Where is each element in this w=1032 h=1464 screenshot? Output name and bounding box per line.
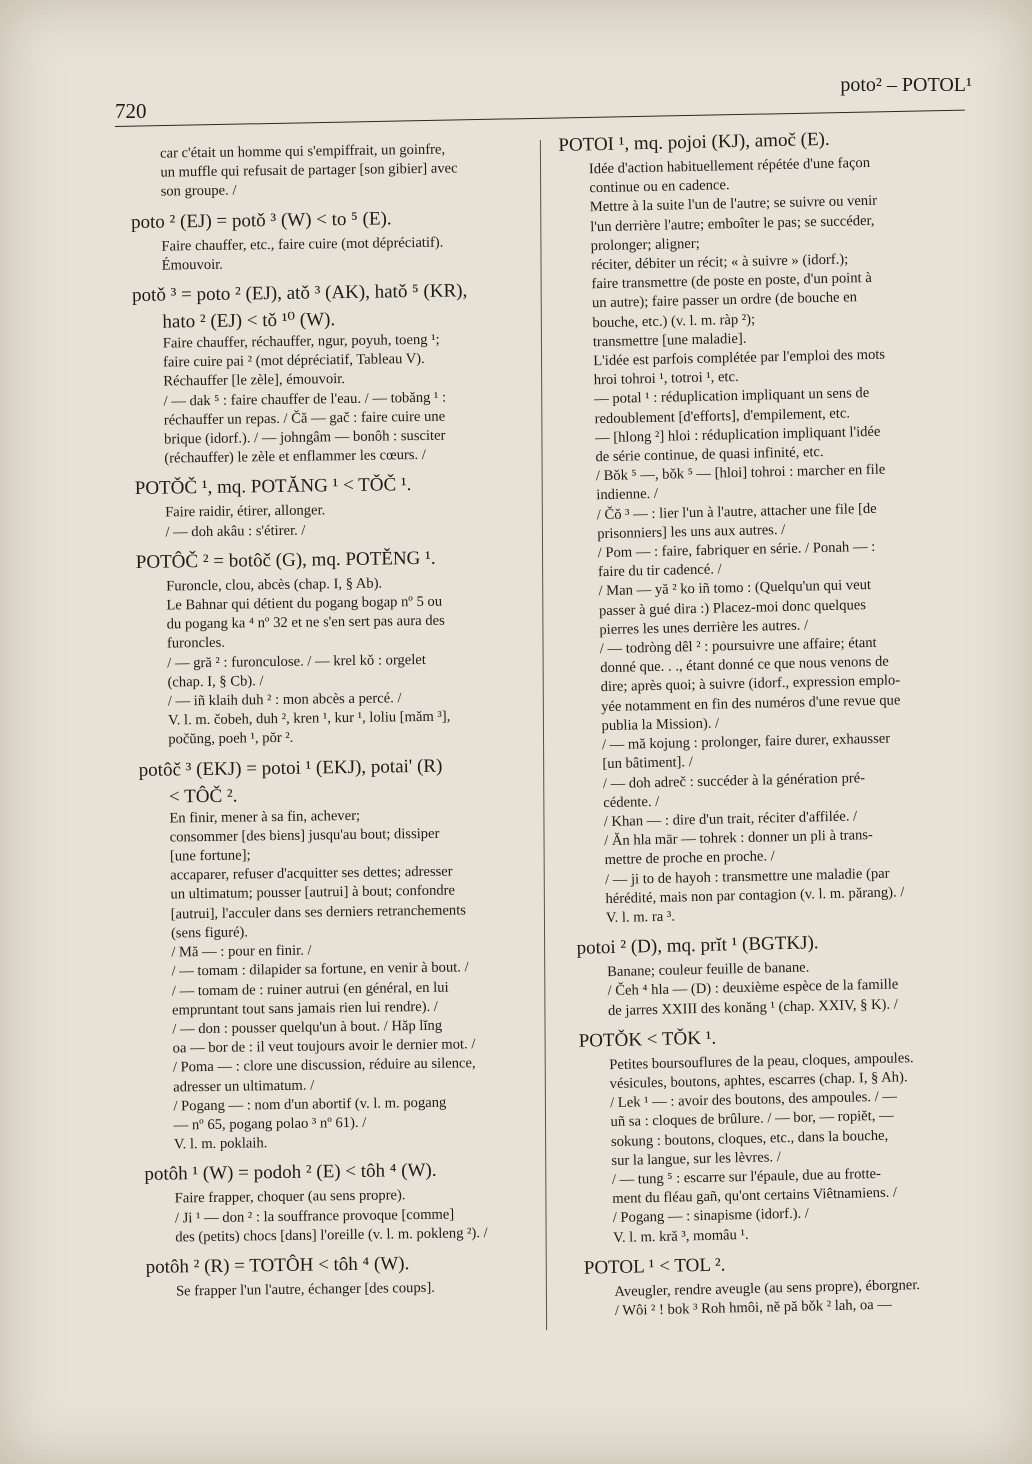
entry-line: ment du fléau gañ, qu'ont certains Viêtnamiens. / bbox=[612, 1184, 898, 1208]
entry-line: En finir, mener à sa fin, achever; bbox=[169, 807, 361, 827]
entry-line: / Mă — : pour en finir. / bbox=[171, 942, 312, 961]
dictionary-entry bbox=[576, 928, 990, 1022]
entry-body bbox=[145, 1185, 556, 1248]
entry-line: Se frapper l'un l'autre, échanger [des coups]. bbox=[175, 1279, 436, 1300]
entry-line: indienne. / bbox=[596, 486, 659, 504]
entry-line: brique (idorf.). / — johngâm — bonôh : susciter bbox=[164, 427, 446, 448]
entry-line: passer à gué dira :) Placez-moi donc quelques bbox=[598, 596, 867, 619]
entry-line: yée notamment en fin des numéros d'une revue que bbox=[600, 692, 901, 715]
entry-line: Faire frapper, choquer (au sens propre). bbox=[174, 1187, 406, 1207]
entry-line: / — todròng dêl ² : poursuivre une affaire; étant bbox=[599, 634, 877, 658]
entry-headword-continued: hato ² (EJ) < tǒ ¹⁰ (W). bbox=[162, 309, 336, 333]
entry-line: Émouvoir. bbox=[161, 256, 224, 274]
entry-line: cédente. / bbox=[603, 793, 660, 811]
entry-headword: potôh ¹ (W) = podoh ² (E) < tôh ⁴ (W). bbox=[144, 1160, 437, 1186]
entry-line: / Lek ¹ — : avoir des boutons, des ampoules. / — bbox=[609, 1088, 898, 1112]
entry-line: son groupe. / bbox=[160, 182, 237, 200]
entry-headword: potôh ² (R) = TOTÔH < tôh ⁴ (W). bbox=[145, 1253, 410, 1278]
entry-line: de série continue, de quasi infinité, etc. bbox=[595, 444, 824, 466]
entry-line: vésicules, boutons, aphtes, escarres (chap. I, § Ah). bbox=[609, 1069, 908, 1093]
entry-headword: POTOI ¹, mq. pojoi (KJ), amoč (E). bbox=[558, 128, 830, 156]
entry-line: Le Bahnar qui détient du pogang bogap nº 5 ou bbox=[166, 593, 443, 614]
dictionary-entry bbox=[139, 753, 554, 1155]
entry-line: Aveugler, rendre aveugle (au sens propre), éborgner. bbox=[614, 1276, 921, 1300]
entry-line: — [hlong ²] hloi : réduplication impliquant l'idée bbox=[594, 423, 881, 447]
entry-line: dire; après quoi; à suivre (idorf., expression emplo- bbox=[600, 672, 901, 696]
running-head: poto² – POTOL¹ bbox=[840, 74, 972, 96]
entry-line: réciter, débiter un récit; « à suivre » (idorf.); bbox=[590, 251, 849, 274]
entry-line: des (petits) chocs [dans] l'oreille (v. l. m. pokleng ²). / bbox=[175, 1224, 488, 1246]
entry-line: / Pom — : faire, fabriquer en série. / Ponah — : bbox=[597, 538, 876, 562]
entry-line: réchauffer un repas. / Čă — gač : faire cuire une bbox=[163, 408, 446, 429]
entry-line: / Wôi ² ! bok ³ Roh hmôi, nĕ pă bǒk ² lah, oa — bbox=[614, 1296, 893, 1319]
entry-line: accaparer, refuser d'acquitter ses dettes; adresser bbox=[170, 863, 453, 884]
right-column bbox=[558, 119, 997, 1330]
dictionary-entry bbox=[132, 278, 545, 469]
entry-line: / — iñ klaih duh ² : mon abcès a percé. / bbox=[167, 690, 402, 710]
entry-line: hérédité, mais non par contagion (v. l. m. părang). / bbox=[605, 884, 905, 907]
entry-line: Furoncle, clou, abcès (chap. I, § Ab). bbox=[166, 575, 383, 595]
entry-line: de jarres XXIII des konăng ¹ (chap. XXIV, § K). / bbox=[607, 996, 898, 1019]
entry-body bbox=[130, 139, 541, 202]
entry-line: redoublement [d'efforts], d'empilement, etc. bbox=[594, 405, 851, 427]
entry-line: sokung : boutons, cloques, etc., dans la bouche, bbox=[610, 1127, 889, 1150]
entry-line: uñ sa : cloques de brûlure. / — bor, — ropiĕt, — bbox=[610, 1107, 894, 1131]
entry-line: / — dak ⁵ : faire chauffer de l'eau. / — tobǎng ¹ : bbox=[163, 389, 447, 410]
entry-line: [un bâtiment]. / bbox=[602, 754, 693, 773]
entry-line: / — tomam de : ruiner autrui (en général, en lui bbox=[171, 979, 449, 999]
entry-line: publia la Mission). / bbox=[601, 715, 720, 735]
entry-headword: POTǑČ ¹, mq. POTĂNG ¹ < TǑČ ¹. bbox=[134, 474, 412, 500]
dictionary-entry bbox=[578, 1020, 995, 1248]
left-column bbox=[130, 139, 556, 1310]
entry-line: prolonger; aligner; bbox=[590, 235, 700, 255]
dictionary-entry bbox=[144, 1158, 555, 1248]
entry-line: / — ji to de hayoh : transmettre une maladie (par bbox=[604, 865, 890, 888]
entry-line: Faire chauffer, etc., faire cuire (mot dépréciatif). bbox=[161, 234, 444, 255]
entry-line: / Pogang — : nom d'un abortif (v. l. m. pogang bbox=[173, 1094, 447, 1115]
entry-line: / Pogang — : sinapisme (idorf.). / bbox=[612, 1205, 810, 1227]
entry-line: / Khan — : dire d'un trait, réciter d'affilée. / bbox=[603, 808, 858, 831]
entry-line: / — mă kojung : prolonger, faire durer, exhausser bbox=[601, 730, 891, 754]
entry-line: / Ji ¹ — don ² : la souffrance provoque [comme] bbox=[174, 1206, 455, 1227]
entry-headword: POTǑK < TǑK ¹. bbox=[578, 1027, 717, 1052]
entry-line: (réchauffer) le zèle et enflammer les cœurs. / bbox=[164, 447, 426, 467]
entry-line: sur la langue, sur les lèvres. / bbox=[611, 1148, 781, 1169]
entry-line: — nº 65, pogang polao ³ nº 61). / bbox=[173, 1114, 367, 1134]
dictionary-entry bbox=[130, 139, 541, 202]
entry-line: adresser un ultimatum. / bbox=[173, 1077, 315, 1096]
entry-line: / Poma — : clore une discussion, réduire au silence, bbox=[172, 1055, 476, 1076]
entry-headword: POTÔČ ² = botôč (G), mq. POTĚNG ¹. bbox=[135, 547, 436, 573]
dictionary-entry bbox=[558, 125, 988, 929]
entry-line: mettre de proche en proche. / bbox=[604, 848, 775, 869]
entry-line: / — tomam : dilapider sa fortune, en venir à bout. / bbox=[171, 959, 469, 980]
entry-line: l'un derrière l'autre; emboîter le pas; se succéder, bbox=[590, 212, 875, 235]
entry-line: L'idée est parfois complétée par l'emploi des mots bbox=[593, 346, 886, 370]
entry-headword: poto ² (EJ) = potǒ ³ (W) < to ⁵ (E). bbox=[130, 207, 392, 233]
entry-line: Faire raidir, étirer, allonger. bbox=[165, 502, 326, 521]
entry-line: oa — bor de : il veut toujours avoir le dernier mot. / bbox=[172, 1036, 476, 1057]
entry-line: Banane; couleur feuille de banane. bbox=[606, 959, 810, 981]
entry-line: Petites boursouflures de la peau, cloques, ampoules. bbox=[609, 1049, 914, 1073]
entry-body bbox=[577, 955, 990, 1022]
dictionary-entry bbox=[584, 1247, 997, 1322]
dictionary-entry bbox=[131, 205, 542, 276]
entry-headword: potoi ² (D), mq. prĭt ¹ (BGTKJ). bbox=[576, 932, 819, 959]
entry-line: Faire chauffer, réchauffer, ngur, poyuh, toeng ¹; bbox=[162, 331, 440, 352]
entry-line: / Čeh ⁴ hla — (D) : deuxième espèce de la famille bbox=[607, 976, 899, 1000]
entry-line: un autre); faire passer un ordre (de bouche en bbox=[591, 289, 858, 312]
entry-line: un ultimatum; pousser [autrui] à bout; confondre bbox=[170, 883, 456, 903]
entry-line: hroi tohroi ¹, totroi ¹, etc. bbox=[593, 369, 739, 389]
entry-line: / — doh adreč : succéder à la génération pré- bbox=[602, 769, 866, 792]
entry-line: / — don : pousser quelqu'un à bout. / Hăp lĭng bbox=[172, 1017, 443, 1038]
entry-line: prisonniers] les uns aux autres. / bbox=[597, 521, 786, 543]
entry-line: / — tung ⁵ : escarre sur l'épaule, due au frotte- bbox=[611, 1165, 882, 1188]
entry-headword: potôč ³ (EKJ) = potoi ¹ (EKJ), potai' (R) bbox=[138, 755, 443, 781]
entry-line: / Čǒ ³ — : lier l'un à l'autre, attacher une file [de bbox=[596, 500, 877, 523]
entry-line: faire transmettre (de poste en poste, d'un point à bbox=[591, 270, 872, 293]
dictionary-entry bbox=[146, 1250, 557, 1302]
entry-line: V. l. m. kră ³, momâu ¹. bbox=[613, 1226, 749, 1246]
entry-line: / Ăn hla mār — tohrek : donner un pli à trans- bbox=[604, 827, 874, 850]
entry-line: Idée d'action habituellement répétée d'une façon bbox=[588, 154, 871, 178]
dictionary-entry bbox=[136, 545, 549, 751]
entry-headword-continued: < TÔČ ². bbox=[168, 785, 238, 808]
entry-line: / — doh akâu : s'étirer. / bbox=[165, 522, 306, 541]
entry-line: Mettre à la suite l'un de l'autre; se suivre ou venir bbox=[589, 193, 878, 216]
entry-line: / Bǒk ⁵ —, bǒk ⁵ — [hloi] tohroi : marcher en file bbox=[595, 461, 886, 485]
entry-line: du pogang ka ⁴ nº 32 et ne s'en sert pas aura des bbox=[166, 612, 445, 633]
entry-body bbox=[584, 1274, 997, 1322]
entry-line: / Man — yă ² ko iñ tomo : (Quelqu'un qui veut bbox=[598, 577, 872, 600]
entry-line: faire cuire pai ² (mot dépréciatif, Tableau V). bbox=[162, 351, 425, 371]
entry-line: bouche, etc.) (v. l. m. ràp ²); bbox=[592, 311, 756, 331]
entry-line: (sens figuré). bbox=[170, 924, 249, 942]
entry-line: (chap. I, § Cb). / bbox=[167, 673, 264, 691]
entry-body bbox=[135, 499, 545, 543]
entry-body bbox=[136, 572, 548, 751]
entry-line: [autrui], l'acculer dans ses derniers retranchements bbox=[170, 902, 467, 923]
entry-line: transmettre [une maladie]. bbox=[592, 330, 747, 351]
entry-body bbox=[146, 1277, 556, 1302]
entry-headword: POTOL ¹ < TOL ². bbox=[583, 1254, 726, 1279]
entry-line: furoncles. bbox=[166, 635, 226, 652]
entry-line: empruntant tout sans jamais rien lui rendre). / bbox=[171, 998, 439, 1019]
entry-line: consommer [des biens] jusqu'au bout; dissiper bbox=[169, 825, 440, 846]
entry-line: Réchauffer [le zèle], émouvoir. bbox=[163, 371, 346, 390]
entry-line: car c'était un homme qui s'empiffrait, un goinfre, bbox=[160, 141, 446, 162]
entry-line: V. l. m. ra ³. bbox=[605, 908, 676, 927]
entry-body bbox=[133, 329, 545, 469]
entry-body bbox=[131, 232, 541, 276]
dictionary-entry bbox=[135, 472, 546, 543]
entry-line: pierres les unes derrière les autres. / bbox=[599, 617, 809, 639]
entry-line: un muffle qui refusait de partager [son gibier] avec bbox=[160, 160, 458, 181]
entry-line: počŭng, poeh ¹, pŏr ². bbox=[168, 730, 294, 748]
entry-line: donné que. . ., étant donné ce que nous venons de bbox=[600, 653, 889, 677]
entry-headword: potǒ ³ = poto ² (EJ), atǒ ³ (AK), hatǒ ⁵ (KR), bbox=[131, 280, 468, 306]
entry-line: [une fortune]; bbox=[169, 847, 251, 865]
entry-body bbox=[139, 804, 554, 1155]
entry-line: V. l. m. čobeh, duh ², kren ¹, kur ¹, loliu [mǎm ³], bbox=[167, 708, 451, 729]
page-number: 720 bbox=[115, 99, 147, 123]
entry-line: continue ou en cadence. bbox=[589, 177, 730, 197]
entry-line: V. l. m. poklaih. bbox=[173, 1135, 268, 1153]
entry-body bbox=[579, 1047, 995, 1248]
entry-line: — potal ¹ : réduplication impliquant un sens de bbox=[593, 385, 870, 408]
entry-line: / — gră ² : furonculose. / — krel kǒ : orgelet bbox=[167, 651, 426, 672]
entry-line: faire du tir cadencé. / bbox=[597, 561, 722, 581]
entry-body bbox=[559, 152, 988, 929]
